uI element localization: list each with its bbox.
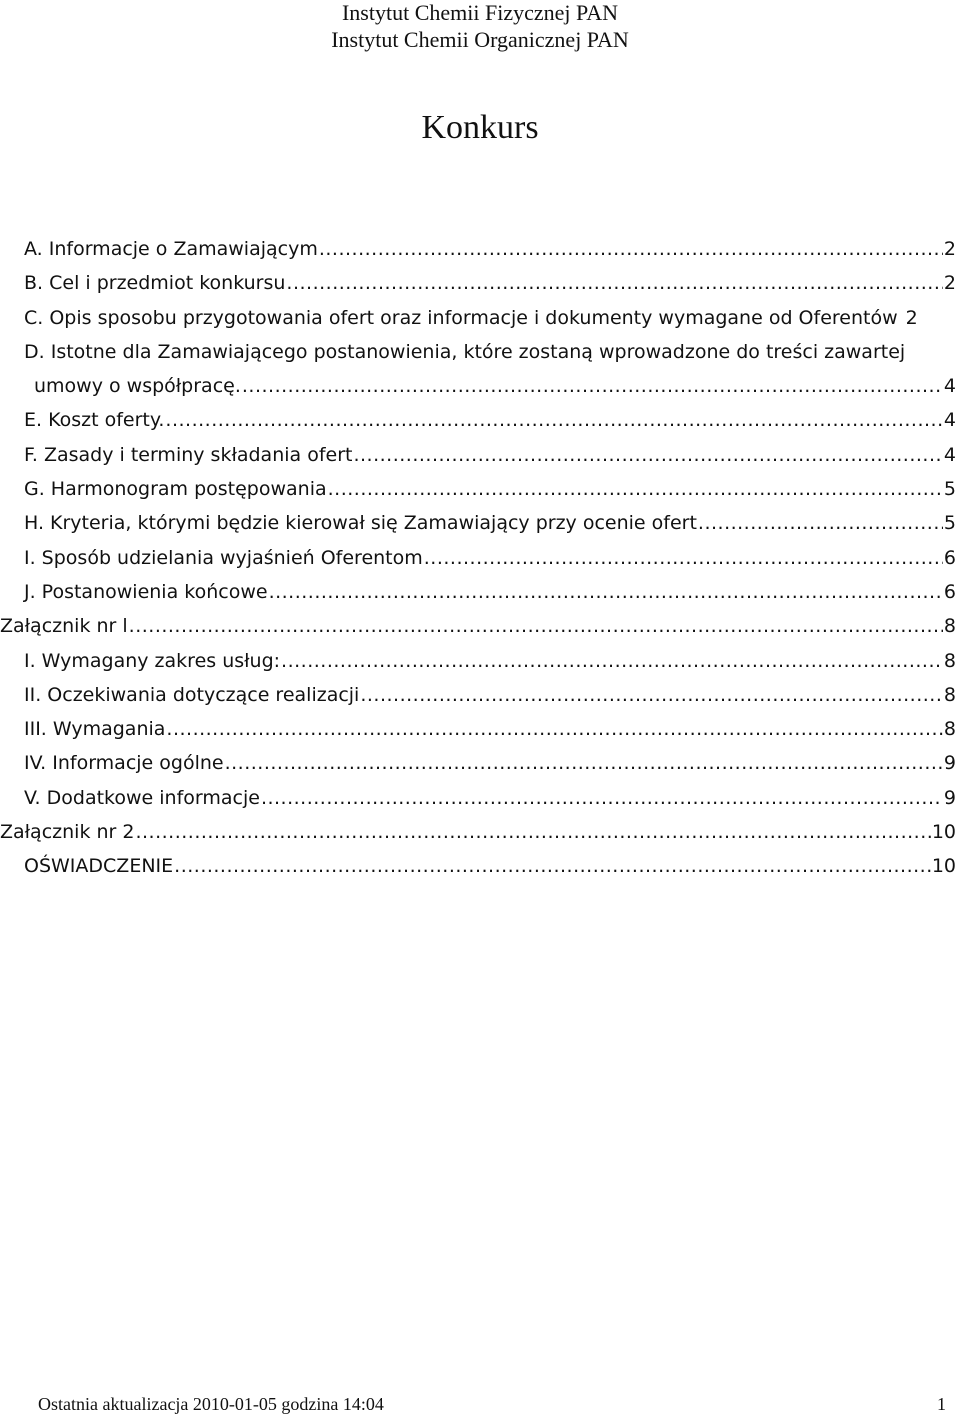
toc-entry-page: 5 [943, 512, 956, 535]
toc-entry-attachment-1-v[interactable] [0, 781, 960, 815]
toc-leader-dots [269, 575, 943, 609]
toc-entry-f[interactable] [0, 438, 960, 472]
toc-entry-attachment-1[interactable] [0, 609, 960, 643]
toc-entry-c[interactable] [0, 301, 960, 335]
toc-leader-dots [698, 506, 943, 540]
toc-entry-page: 6 [943, 580, 956, 603]
toc-entry-label: C. Opis sposobu przygotowania ofert oraz informacje i dokumenty wymagane od Oferentów [24, 306, 898, 329]
toc-entry-attachment-1-i[interactable] [0, 644, 960, 678]
toc-leader-dots [174, 849, 931, 883]
toc-entry-page: 4 [943, 375, 956, 398]
toc-entry-label: III. Wymagania [24, 718, 166, 741]
document-title: Konkurs [421, 109, 539, 146]
toc-entry-page: 2 [943, 238, 956, 260]
toc-entry-d-continued[interactable] [0, 369, 960, 403]
toc-entry-page: 2 [943, 272, 956, 295]
toc-leader-dots [225, 746, 943, 780]
toc-entry-page: 8 [943, 718, 956, 741]
toc-entry-label: H. Kryteria, którymi będzie kierował się Zamawiający przy ocenie ofert [24, 512, 697, 535]
toc-entry-label: D. Istotne dla Zamawiającego postanowienia, które zostaną wprowadzone do treści zawartej [24, 340, 906, 363]
toc-entry-page: 10 [931, 855, 956, 878]
toc-entry-label: V. Dodatkowe informacje [24, 786, 260, 809]
toc-entry-h[interactable] [0, 506, 960, 540]
toc-entry-declaration[interactable] [0, 849, 960, 883]
toc-entry-page: 8 [943, 615, 956, 638]
footer-last-update: Ostatnia aktualizacja 2010-01-05 godzina 14:04 [38, 1394, 384, 1414]
toc-entry-b[interactable] [0, 266, 960, 300]
toc-entry-label: II. Oczekiwania dotyczące realizacji [24, 683, 360, 706]
toc-entry-label: I. Wymagany zakres usług: [24, 649, 281, 672]
toc-entry-attachment-1-ii[interactable] [0, 678, 960, 712]
page-number: 1 [937, 1394, 946, 1414]
toc-entry-page: 9 [943, 786, 956, 809]
toc-entry-attachment-1-iv[interactable] [0, 746, 960, 780]
toc-entry-page: 10 [931, 821, 956, 844]
toc-entry-label: I. Sposób udzielania wyjaśnień Oferentom [24, 546, 423, 569]
table-of-contents [0, 232, 960, 884]
toc-entry-page: 4 [943, 443, 956, 466]
toc-entry-attachment-2[interactable] [0, 815, 960, 849]
header-institute-1: Instytut Chemii Fizycznej PAN [341, 0, 618, 25]
toc-entry-page: 6 [943, 546, 956, 569]
toc-entry-label: Załącznik nr 2 [0, 821, 135, 844]
toc-leader-dots [360, 678, 943, 712]
toc-leader-dots [328, 472, 943, 506]
toc-entry-label: OŚWIADCZENIE [24, 855, 174, 878]
toc-entry-i[interactable] [0, 541, 960, 575]
toc-leader-dots [353, 438, 942, 472]
toc-entry-d[interactable] [0, 335, 960, 369]
toc-entry-label: Załącznik nr l [0, 615, 128, 638]
toc-leader-dots [242, 369, 943, 403]
toc-entry-page: 9 [943, 752, 956, 775]
toc-leader-dots [135, 815, 930, 849]
toc-entry-page: 5 [943, 478, 956, 501]
toc-entry-attachment-1-iii[interactable] [0, 712, 960, 746]
toc-entry-page: 8 [943, 683, 956, 706]
toc-leader-dots [261, 781, 943, 815]
header-institute-2: Instytut Chemii Organicznej PAN [331, 27, 629, 52]
toc-leader-dots [424, 541, 943, 575]
toc-entry-e[interactable] [0, 403, 960, 437]
toc-leader-dots [129, 609, 943, 643]
toc-entry-g[interactable] [0, 472, 960, 506]
toc-entry-j[interactable] [0, 575, 960, 609]
toc-leader-dots [281, 644, 943, 678]
toc-leader-dots [286, 266, 942, 300]
toc-leader-dots [166, 712, 943, 746]
toc-leader-dots [319, 232, 943, 266]
toc-entry-page: 2 [905, 306, 918, 329]
toc-entry-label: F. Zasady i terminy składania ofert [24, 443, 353, 466]
toc-entry-label: G. Harmonogram postępowania [24, 478, 327, 501]
toc-entry-label: J. Postanowienia końcowe [24, 580, 268, 603]
toc-entry-label: A. Informacje o Zamawiającym [24, 238, 318, 260]
toc-entry-a[interactable] [0, 232, 960, 266]
toc-leader-dots [165, 403, 942, 437]
toc-entry-label: E. Koszt oferty. [24, 409, 165, 432]
toc-entry-label: IV. Informacje ogólne [24, 752, 224, 775]
toc-entry-label: umowy o współpracę. [34, 375, 241, 398]
toc-entry-label: B. Cel i przedmiot konkursu [24, 272, 286, 295]
toc-entry-page: 4 [943, 409, 956, 432]
toc-entry-page: 8 [943, 649, 956, 672]
